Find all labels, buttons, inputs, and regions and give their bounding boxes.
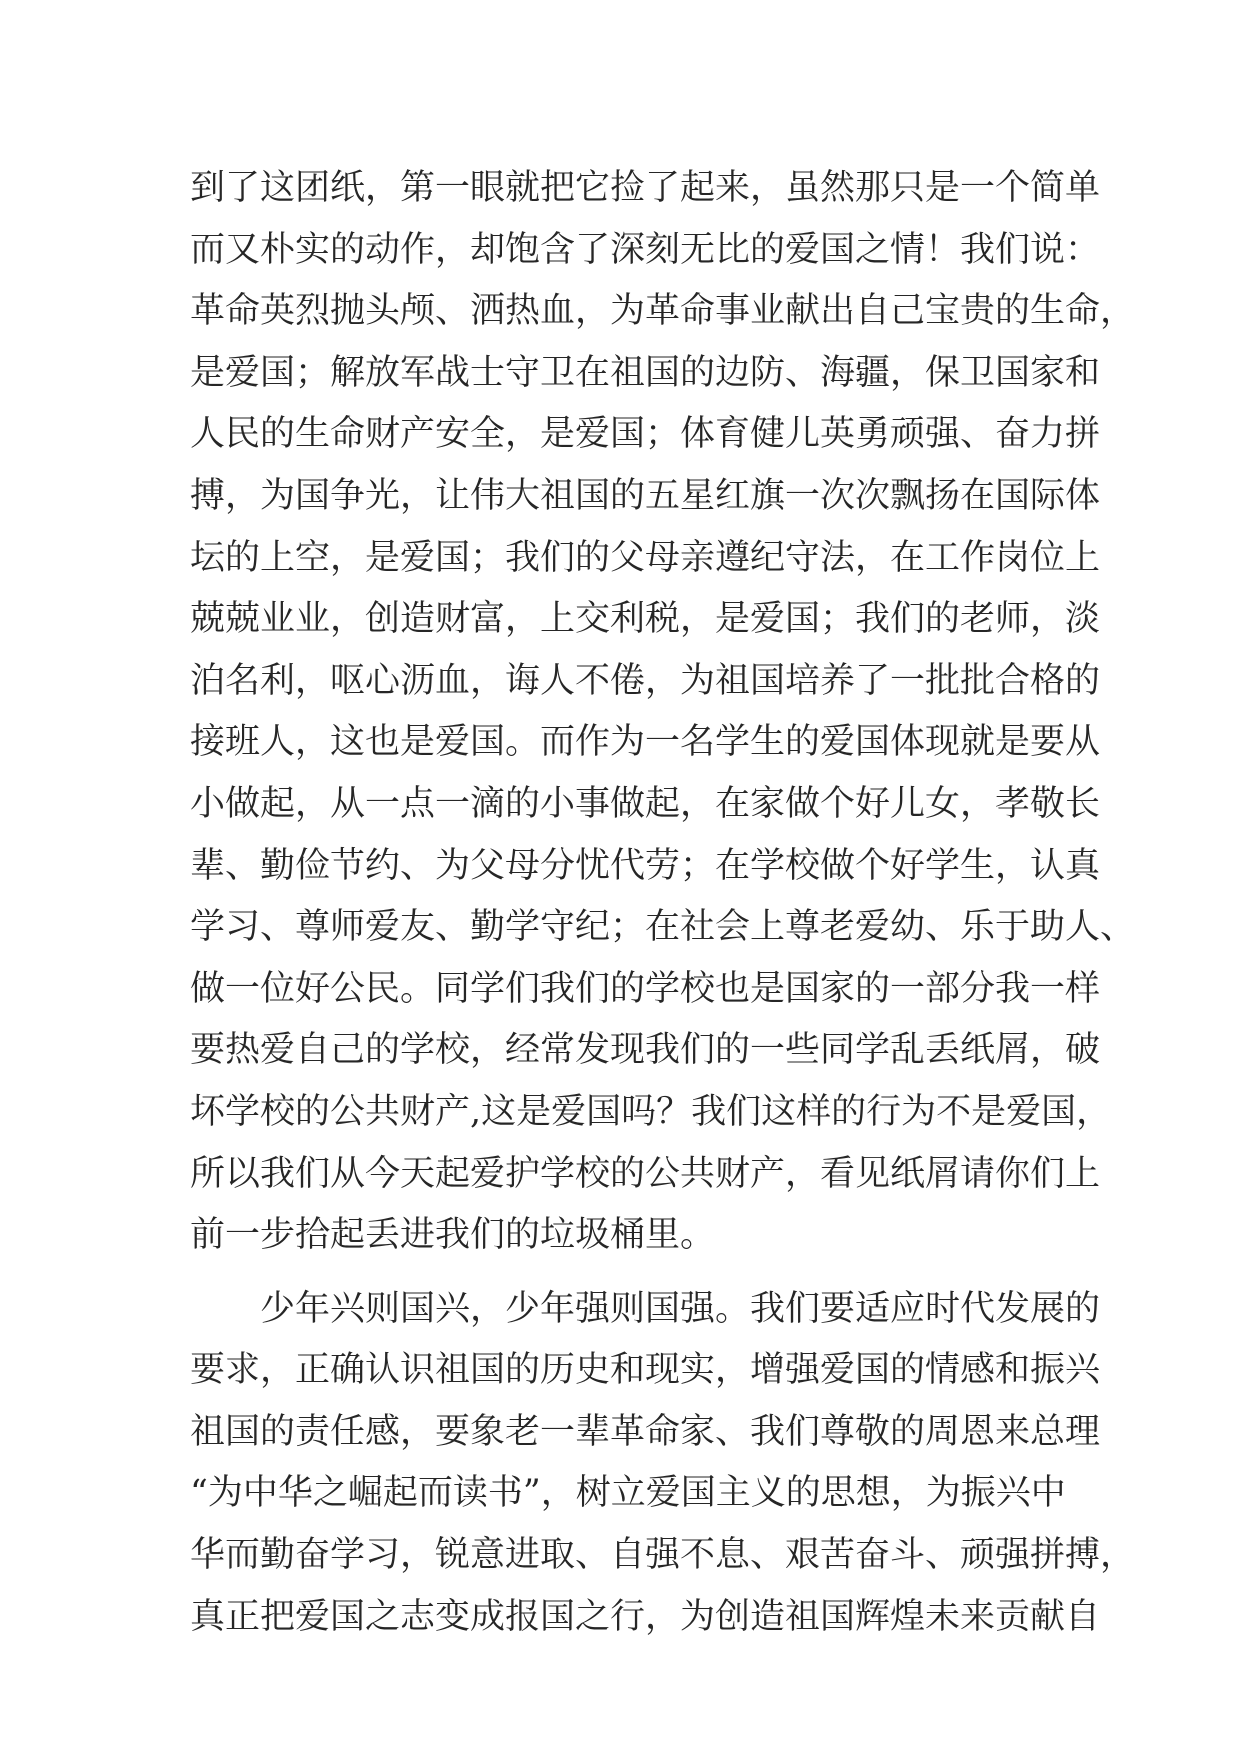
text-line: 接班人，这也是爱国。而作为一名学生的爱国体现就是要从	[190, 722, 1101, 763]
text-line: 辈、勤俭节约、为父母分忧代劳；在学校做个好学生，认真	[190, 845, 1101, 886]
text-line: 到了这团纸，第一眼就把它捡了起来，虽然那只是一个简单	[190, 168, 1101, 208]
text-line: 前一步拾起丢进我们的垃圾桶里。	[190, 1215, 716, 1256]
text-line: 要热爱自己的学校，经常发现我们的一些同学乱丢纸屑，破	[190, 1030, 1101, 1071]
text-line: 小做起，从一点一滴的小事做起，在家做个好儿女，孝敬长	[190, 783, 1101, 824]
text-line: 人民的生命财产安全，是爱国；体育健儿英勇顽强、奋力拼	[190, 414, 1101, 455]
paragraph-1	[190, 158, 1136, 1267]
paragraph-2	[190, 1279, 1136, 1649]
text-line: 是爱国；解放军战士守卫在祖国的边防、海疆，保卫国家和	[190, 352, 1101, 393]
text-line: 泊名利，呕心沥血，诲人不倦，为祖国培养了一批批合格的	[190, 660, 1101, 701]
text-line: 真正把爱国之志变成报国之行，为创造祖国辉煌未来贡献自	[190, 1596, 1101, 1637]
body-text	[190, 158, 1136, 1648]
text-line: 学习、尊师爱友、勤学守纪；在社会上尊老爱幼、乐于助人、	[190, 907, 1136, 948]
text-line: 少年兴则国兴，少年强则国强。我们要适应时代发展的	[260, 1288, 1101, 1329]
text-line: 坛的上空，是爱国；我们的父母亲遵纪守法，在工作岗位上	[190, 537, 1101, 578]
paragraph-spacer	[190, 1267, 1070, 1279]
text-line: 而又朴实的动作，却饱含了深刻无比的爱国之情！我们说：	[190, 229, 1101, 270]
text-line: 华而勤奋学习，锐意进取、自强不息、艰苦奋斗、顽强拼搏，	[190, 1535, 1136, 1576]
text-line: 兢兢业业，创造财富，上交利税，是爱国；我们的老师，淡	[190, 599, 1101, 640]
text-line: 所以我们从今天起爱护学校的公共财产，看见纸屑请你们上	[190, 1153, 1101, 1194]
text-line: “为中华之崛起而读书”，树立爱国主义的思想，为振兴中	[190, 1473, 1066, 1514]
text-line: 要求，正确认识祖国的历史和现实，增强爱国的情感和振兴	[190, 1350, 1101, 1391]
text-line: 做一位好公民。同学们我们的学校也是国家的一部分我一样	[190, 968, 1101, 1009]
text-line: 搏，为国争光，让伟大祖国的五星红旗一次次飘扬在国际体	[190, 475, 1101, 516]
text-line: 祖国的责任感，要象老一辈革命家、我们尊敬的周恩来总理	[190, 1411, 1101, 1452]
text-line: 革命英烈抛头颅、洒热血，为革命事业献出自己宝贵的生命，	[190, 291, 1136, 332]
text-line: 坏学校的公共财产,这是爱国吗？我们这样的行为不是爱国，	[190, 1091, 1112, 1132]
